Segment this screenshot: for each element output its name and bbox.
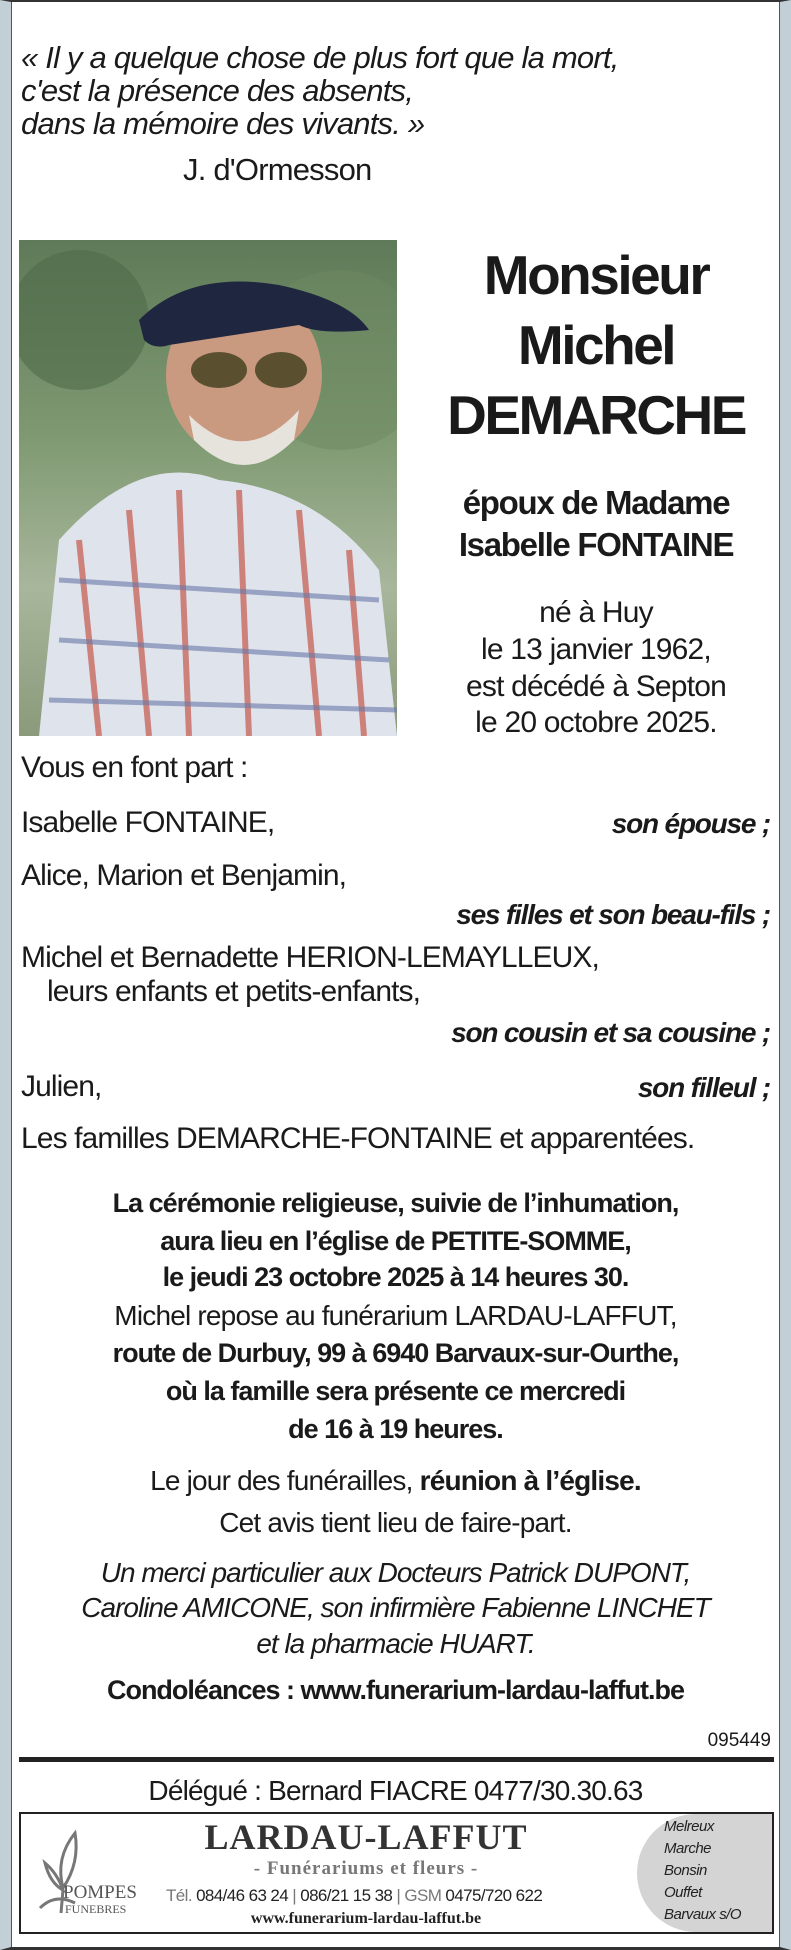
phone-1: 084/46 63 24 <box>196 1886 289 1905</box>
family-names: Julien, <box>21 1070 102 1103</box>
phone-line: Tél. 084/46 63 24 | 086/21 15 38 | GSM 0475/720 622 <box>166 1886 543 1905</box>
quote-line: c'est la présence des absents, <box>21 73 414 108</box>
family-names: Alice, Marion et Benjamin, <box>21 859 347 892</box>
phone-label: Tél. <box>166 1886 192 1905</box>
thanks-line: Caroline AMICONE, son infirmière Fabienne LINCHET <box>81 1592 710 1623</box>
family-names-cont: leurs enfants et petits-enfants, <box>47 975 421 1008</box>
reference-number: 095449 <box>707 1730 771 1751</box>
gsm-label: GSM <box>404 1886 442 1905</box>
notice-line: Cet avis tient lieu de faire-part. <box>219 1507 572 1538</box>
ceremony-line: aura lieu en l’église de PETITE-SOMME, <box>160 1226 631 1256</box>
repose-line: Michel repose au funérarium LARDAU-LAFFUT, <box>114 1300 677 1331</box>
website-link[interactable]: www.funerarium-lardau-laffut.be <box>250 1910 482 1927</box>
address-line: route de Durbuy, 99 à 6940 Barvaux-sur-Ourthe, <box>112 1338 679 1368</box>
death-date: le 20 octobre 2025. <box>475 706 717 739</box>
locations-list <box>664 1816 741 1926</box>
family-relation: son épouse ; <box>611 808 770 839</box>
family-closing: Les familles DEMARCHE-FONTAINE et apparentées. <box>21 1122 695 1155</box>
location-item: Barvaux s/O <box>664 1906 742 1923</box>
birth-place: né à Huy <box>539 596 653 629</box>
deceased-first-name: Michel <box>517 314 675 376</box>
death-place: est décédé à Septon <box>465 670 726 703</box>
family-relation: son cousin et sa cousine ; <box>451 1017 770 1048</box>
location-item: Melreux <box>664 1818 714 1835</box>
portrait-photo <box>19 240 397 736</box>
address-line: où la famille sera présente ce mercredi <box>165 1376 626 1406</box>
location-item: Marche <box>664 1840 712 1857</box>
quote-line: « Il y a quelque chose de plus fort que la mort, <box>21 40 619 75</box>
family-intro: Vous en font part : <box>21 751 248 784</box>
spouse-name: Isabelle FONTAINE <box>458 526 734 563</box>
family-names: Isabelle FONTAINE, <box>21 806 275 839</box>
family-relation: ses filles et son beau-fils ; <box>456 899 770 930</box>
spouse-line: époux de Madame <box>462 484 730 521</box>
quote-author: J. d'Ormesson <box>183 152 372 187</box>
reunion-prefix: Le jour des funérailles, <box>150 1465 420 1496</box>
thanks-line: Un merci particulier aux Docteurs Patrick DUPONT, <box>100 1557 691 1588</box>
ceremony-line: La cérémonie religieuse, suivie de l’inhumation, <box>112 1188 679 1218</box>
birth-date: le 13 janvier 1962, <box>481 633 711 666</box>
funeral-home-tagline: - Funérariums et fleurs - <box>253 1858 479 1879</box>
logo-text: POMPES <box>63 1882 137 1903</box>
gsm-number: 0475/720 622 <box>445 1886 543 1905</box>
location-item: Ouffet <box>664 1884 702 1901</box>
logo-text: FUNEBRES <box>65 1902 127 1916</box>
deceased-last-name: DEMARCHE <box>447 384 745 446</box>
phone-2: 086/21 15 38 <box>300 1886 393 1905</box>
location-item: Bonsin <box>664 1862 707 1879</box>
deceased-title: Monsieur <box>483 244 709 306</box>
address-line: de 16 à 19 heures. <box>288 1414 503 1444</box>
reunion-line <box>0 1465 791 1497</box>
ceremony-line: le jeudi 23 octobre 2025 à 14 heures 30. <box>162 1262 629 1292</box>
family-relation: son filleul ; <box>637 1072 770 1103</box>
divider <box>19 1757 774 1762</box>
delegate-line: Délégué : Bernard FIACRE 0477/30.30.63 <box>148 1775 643 1806</box>
quote-line: dans la mémoire des vivants. » <box>21 106 425 141</box>
condolences-link[interactable]: Condoléances : www.funerarium-lardau-laffut.be <box>106 1675 685 1705</box>
reunion-bold: réunion à l’église. <box>419 1465 641 1496</box>
family-names: Michel et Bernadette HERION-LEMAYLLEUX, <box>21 941 599 974</box>
thanks-line: et la pharmacie HUART. <box>256 1628 535 1659</box>
funeral-home-name: LARDAU-LAFFUT <box>204 1817 528 1857</box>
funeral-home-banner <box>19 1812 774 1934</box>
